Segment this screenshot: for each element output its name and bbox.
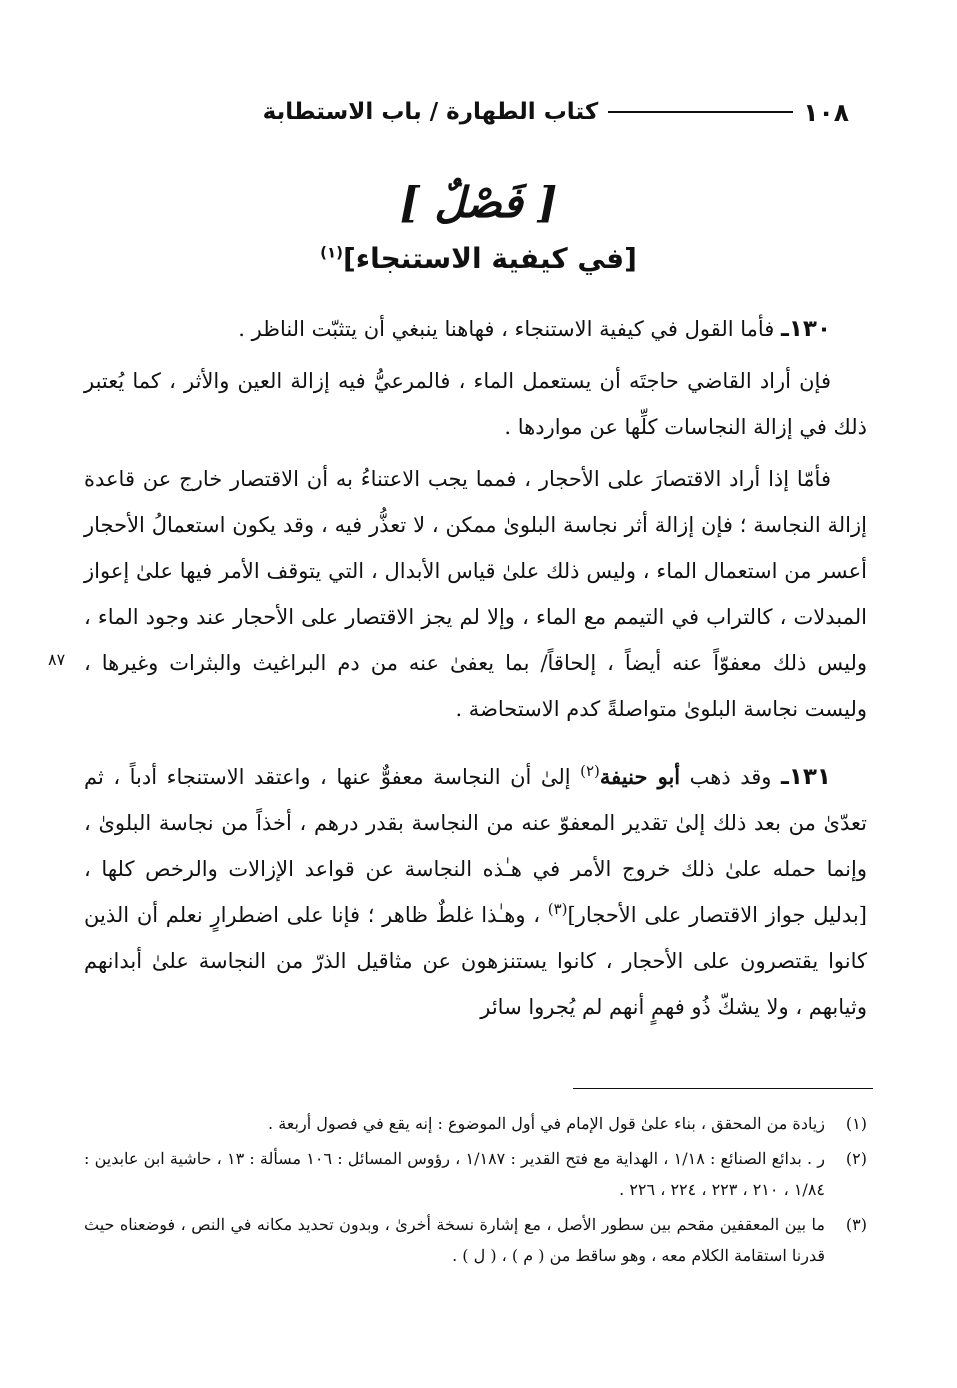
footnote-separator [573, 1088, 873, 1089]
scholar-name: أبو حنيفة [599, 764, 681, 789]
footnote-text: ر . بدائع الصنائع : ١/١٨ ، الهداية مع فتح القدير : ١/١٨٧ ، رؤوس المسائل : ١٠٦ مسألة : ١٣ ، حاشية ابن عابدين : ١/٨٤ ، ٢١٠ ، ٢٢٣ ، ٢٢٤ ، ٢٢٦ . [84, 1149, 825, 1199]
subtitle-text: [في كيفية الاستنجاء] [342, 242, 637, 275]
footnote-ref-2[interactable]: (٢) [580, 762, 600, 780]
footnote [84, 1209, 867, 1271]
paragraph: فإن أراد القاضي حاجتَه أن يستعمل الماء ، فالمرعيُّ فيه إزالة العين والأثر ، كما يُعتبر ذلك في إزالة النجاسات كلِّها عن مواردها . [84, 369, 867, 439]
paragraph-text: فأما القول في كيفية الاستنجاء ، فهاهنا ينبغي أن يتثبّت الناظر . [238, 317, 775, 341]
footnote-number: (١) [845, 1114, 867, 1133]
paragraph-131 [84, 754, 867, 1030]
running-head [80, 92, 849, 132]
footnote [84, 1108, 867, 1139]
paragraph-130 [84, 306, 867, 352]
footnote [84, 1143, 867, 1205]
footnotes [84, 1108, 867, 1275]
margin-page-marker: ٨٧ [48, 650, 66, 669]
section-subtitle [0, 234, 957, 284]
paragraph-text: وقد ذهب [689, 765, 772, 789]
paragraph-number: ١٣٠ـ [781, 316, 831, 342]
paragraph-number: ١٣١ـ [780, 764, 831, 790]
footnote-text: زيادة من المحقق ، بناء علىٰ قول الإمام في أول الموضوع : إنه يقع في فصول أربعة . [268, 1114, 825, 1133]
page-number: ١٠٨ [803, 97, 849, 127]
section-heading [0, 172, 957, 284]
footnote-number: (٣) [845, 1215, 867, 1234]
main-text [84, 306, 867, 1030]
footnote-text: ما بين المعقفين مقحم بين سطور الأصل ، مع إشارة نسخة أخرىٰ ، وبدون تحديد مكانه في النص ، فوضعناه حيث قدرنا استقامة الكلام معه ، وهو ساقط من ( م ) ، ( ل ) . [84, 1215, 825, 1265]
paragraph: فأمّا إذا أراد الاقتصارَ على الأحجار ، فمما يجب الاعتناءُ به أن الاقتصار خارج عن قاعدة إزالة النجاسة ؛ فإن إزالة أثر نجاسة البلوىٰ ممكن ، لا تعذُّر فيه ، وقد يكون استعمالُ الأحجار أعسر من استعمال الماء ، وليس ذلك علىٰ قياس الأبدال ، التي يتوقف الأمر فيها علىٰ إعواز المبدلات ، كالتراب في التيمم مع الماء ، وإلا لم يجز الاقتصار على الأحجار عند وجود الماء ، وليس ذلك معفوّاً عنه أيضاً ، إلحاقاً/ بما يعفىٰ عنه من دم البراغيث والبثرات وغيرها ، وليست نجاسة البلوىٰ متواصلةً كدم الاستحاضة . [84, 467, 867, 721]
footnote-ref-3[interactable]: (٣) [547, 900, 568, 918]
footnote-number: (٢) [845, 1149, 867, 1168]
header-rule [608, 111, 793, 113]
paragraph-text: إلىٰ أن النجاسة معفوٌّ عنها ، واعتقد الاستنجاء أدباً ، ثم تعدّىٰ من بعد ذلك إلىٰ تقدير المعفوّ عنه من النجاسة بقدر درهم ، أخذاً من نجاسة البلوىٰ ، وإنما حمله علىٰ ذلك خروج الأمر في هـٰذه النجاسة عن قواعد الإزالات والرخص كلها ، [بدليل جواز الاقتصار على الأحجار] [84, 765, 867, 927]
paragraph-text: ، وهـٰذا غلطٌ ظاهر ؛ فإنا على اضطرارٍ نعلم أن الذين كانوا يقتصرون على الأحجار ، كانوا يستنزهون عن مثاقيل الذرّ من النجاسة علىٰ أبدانهم وثيابهم ، ولا يشكّ ذُو فهمٍ أنهم لم يُجروا سائر [84, 903, 867, 1019]
section-title: [ فَصْلٌ ] [399, 178, 558, 227]
footnote-ref-1[interactable]: (١) [320, 243, 343, 262]
running-title: كتاب الطهارة / باب الاستطابة [262, 99, 599, 125]
